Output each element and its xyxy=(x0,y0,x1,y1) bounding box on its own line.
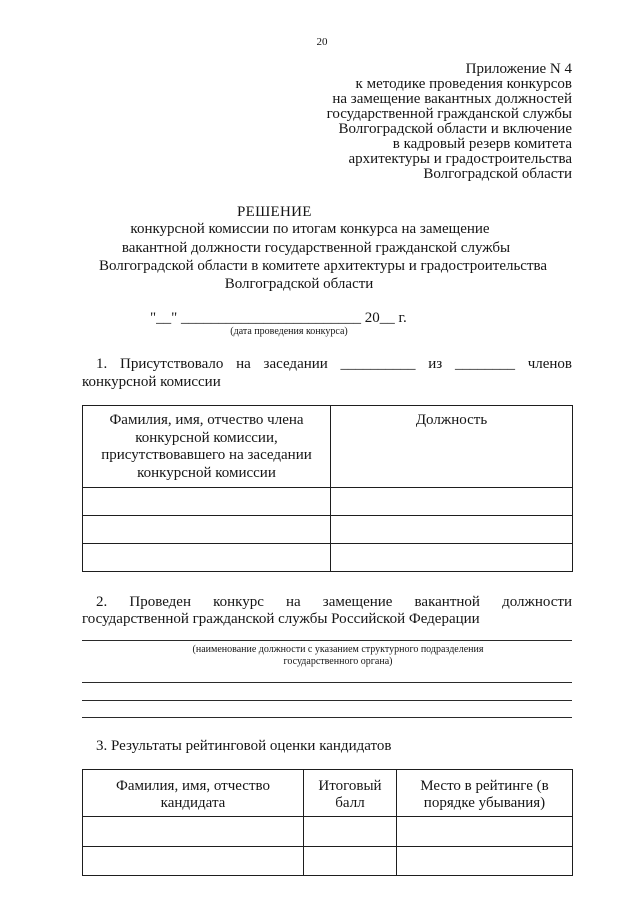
appendix-line: архитектуры и градостроительства xyxy=(348,151,572,167)
caption-line: (наименование должности с указанием структурного подразделения xyxy=(192,644,484,655)
member-position-cell xyxy=(331,516,573,544)
rating-place-header xyxy=(397,770,573,817)
attendance-line-continuation: конкурсной комиссии xyxy=(82,374,221,390)
header-text: кандидата xyxy=(160,795,226,811)
appendix-line: государственной гражданской службы xyxy=(326,106,572,122)
page-number: 20 xyxy=(316,36,328,48)
rating-table xyxy=(82,769,573,876)
candidate-name-cell xyxy=(83,817,304,847)
date-caption: (дата проведения конкурса) xyxy=(230,326,348,337)
header-text: Должность xyxy=(415,412,488,428)
document-subtitle-line: конкурсной комиссии по итогам конкурса на замещение xyxy=(130,221,490,237)
fill-in-rule xyxy=(82,700,572,701)
table-row xyxy=(83,544,573,572)
appendix-line: Волгоградской области xyxy=(423,166,572,182)
position-caption xyxy=(138,644,538,668)
fill-in-rule xyxy=(82,717,572,718)
member-name-header xyxy=(83,406,331,488)
document-heading: РЕШЕНИЕ xyxy=(237,204,312,220)
table-header-row xyxy=(83,406,573,488)
total-score-header xyxy=(304,770,397,817)
table-row xyxy=(83,516,573,544)
table-row xyxy=(83,817,573,847)
attendance-line: 1. Присутствовало на заседании __________ из ________ членов xyxy=(96,356,572,372)
table-row xyxy=(83,488,573,516)
contest-position-line: 2. Проведен конкурс на замещение вакантной должности xyxy=(96,594,572,610)
document-subtitle-line: Волгоградской области в комитете архитектуры и градостроительства xyxy=(98,258,548,274)
header-text: Фамилия, имя, отчество члена xyxy=(109,412,304,428)
header-text: Место в рейтинге (в xyxy=(420,778,549,794)
header-text: Итоговый xyxy=(318,778,382,794)
attendance-table xyxy=(82,405,573,572)
total-score-cell xyxy=(304,817,397,847)
member-position-cell xyxy=(331,544,573,572)
rating-place-cell xyxy=(397,847,573,876)
candidate-name-cell xyxy=(83,847,304,876)
member-position-header xyxy=(331,406,573,488)
appendix-line: Волгоградской области и включение xyxy=(338,121,572,137)
appendix-line: к методике проведения конкурсов xyxy=(355,76,572,92)
header-text: присутствовавшего на заседании xyxy=(101,447,312,464)
contest-position-line-continuation: государственной гражданской службы Российской Федерации xyxy=(82,611,480,627)
header-text: порядке убывания) xyxy=(423,795,546,811)
table-header-row xyxy=(83,770,573,817)
caption-line: государственного органа) xyxy=(283,656,393,667)
appendix-reference xyxy=(327,62,572,182)
member-name-cell xyxy=(83,488,331,516)
appendix-line: в кадровый резерв комитета xyxy=(392,136,572,152)
total-score-cell xyxy=(304,847,397,876)
appendix-line: Приложение N 4 xyxy=(465,61,572,77)
fill-in-rule xyxy=(82,640,572,641)
date-blank-line: "__" ________________________ 20__ г. xyxy=(150,310,407,326)
document-subtitle-line: Волгоградской области xyxy=(224,276,374,292)
member-position-cell xyxy=(331,488,573,516)
header-text: балл xyxy=(335,795,365,811)
fill-in-rule xyxy=(82,682,572,683)
header-text: конкурсной комиссии, xyxy=(135,429,278,446)
candidate-name-header xyxy=(83,770,304,817)
header-text: Фамилия, имя, отчество xyxy=(116,778,270,794)
document-subtitle-line: вакантной должности государственной гражданской службы xyxy=(121,240,511,256)
rating-section-heading: 3. Результаты рейтинговой оценки кандидатов xyxy=(96,738,392,754)
member-name-cell xyxy=(83,516,331,544)
rating-place-cell xyxy=(397,817,573,847)
member-name-cell xyxy=(83,544,331,572)
header-text: конкурсной комиссии xyxy=(137,465,276,482)
table-row xyxy=(83,847,573,876)
appendix-line: на замещение вакантных должностей xyxy=(332,91,572,107)
